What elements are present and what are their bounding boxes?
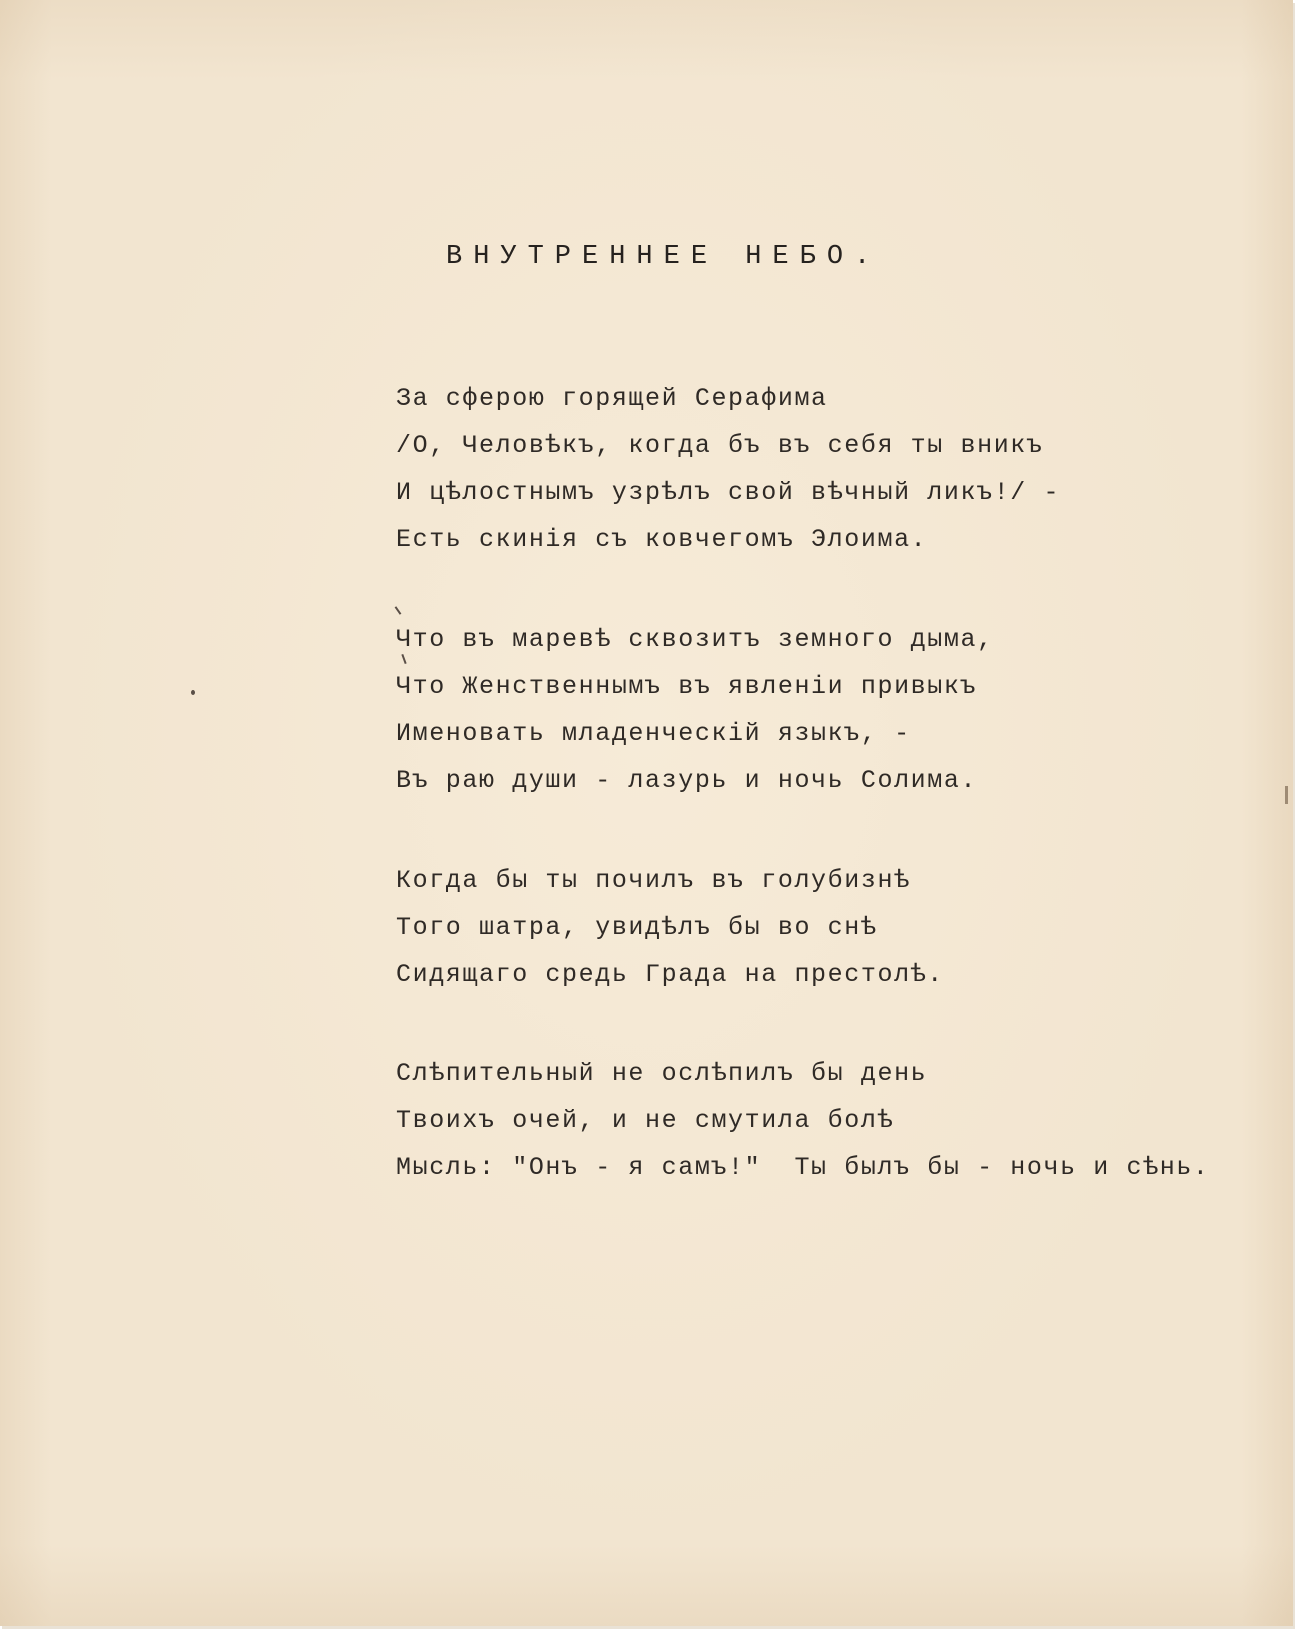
handwritten-accent-mark	[395, 606, 402, 615]
poem-line: За сферою горящей Серафима	[396, 384, 828, 413]
poem-line: Сидящаго средь Града на престолѣ.	[396, 960, 944, 989]
poem-line: Мысль: "Онъ - я самъ!" Ты былъ бы - ночь и сѣнь.	[396, 1153, 1210, 1182]
paper-speck	[191, 690, 195, 695]
poem-line: Есть скинія съ ковчегомъ Элоима.	[396, 525, 928, 554]
poem-line: /О, Человѣкъ, когда бъ въ себя ты вникъ	[396, 431, 1044, 460]
poem-line: Когда бы ты почилъ въ голубизнѣ	[396, 866, 911, 895]
poem-line: Въ раю души - лазурь и ночь Солима.	[396, 766, 978, 795]
poem-line: Слѣпительный не ослѣпилъ бы день	[396, 1059, 928, 1088]
handwritten-accent-mark	[401, 654, 406, 664]
poem-line: Что Женственнымъ въ явленіи привыкъ	[396, 672, 978, 701]
poem-title: ВНУТРЕННЕЕ НЕБО.	[446, 242, 882, 272]
paper-edge-mark	[1285, 786, 1288, 804]
poem-line: Что въ маревѣ сквозитъ земного дыма,	[396, 625, 994, 654]
poem-line: Именовать младенческій языкъ, -	[396, 719, 911, 748]
poem-line: Твоихъ очей, и не смутила болѣ	[396, 1106, 895, 1135]
poem-line: И цѣлостнымъ узрѣлъ свой вѣчный ликъ!/ -	[396, 478, 1061, 507]
poem-line: Того шатра, увидѣлъ бы во снѣ	[396, 913, 878, 942]
